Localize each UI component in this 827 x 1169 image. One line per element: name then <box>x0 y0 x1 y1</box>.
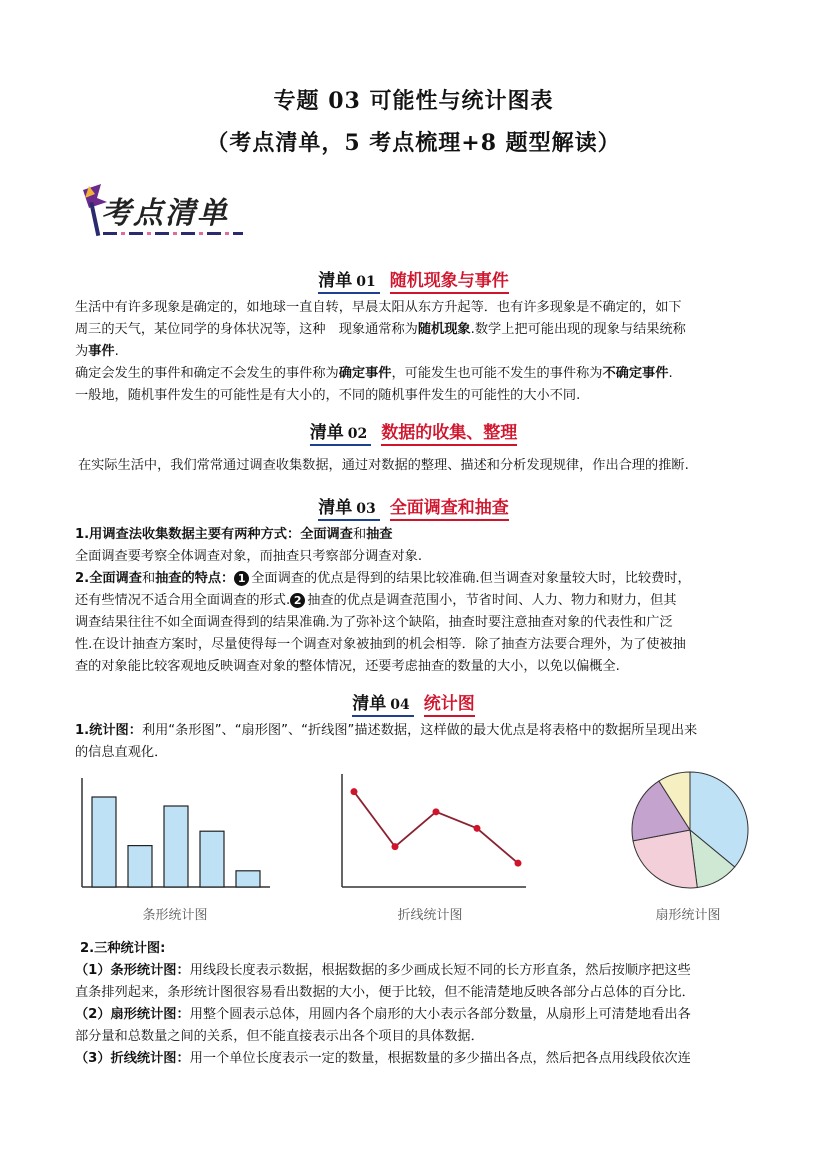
bar-chart <box>70 770 280 895</box>
paragraph-line: 部分量和总数量之间的关系，但不能直接表示出各个项目的具体数据． <box>75 1029 484 1044</box>
section-heading-03: 清单 03 全面调查和抽查 <box>0 493 827 518</box>
bar-chart-caption: 条形统计图 <box>142 908 208 923</box>
paragraph-line: 全面调查要考察全体调查对象，而抽查只考察部分调查对象. <box>75 549 423 564</box>
line-point <box>474 825 481 832</box>
bar <box>236 871 260 887</box>
paragraph-line: 性.在设计抽查方案时，尽量使得每一个调查对象被抽到的机会相等．除了抽查方法要合理外，为了使被抽 <box>75 637 686 652</box>
bar <box>128 846 152 887</box>
bar <box>200 831 224 887</box>
line-point <box>433 808 440 815</box>
paragraph-line: 周三的天气，某位同学的身体状况等，这种 现象通常称为随机现象.数学上把可能出现的现象与结果统称 <box>75 322 686 337</box>
paragraph-line: 在实际生活中，我们常常通过调查收集数据，通过对数据的整理、描述和分析发现规律，作出合理的推断. <box>78 458 689 473</box>
line-chart <box>330 770 530 895</box>
banner-underline <box>103 232 243 235</box>
paragraph-line: 直条排列起来，条形统计图很容易看出数据的大小，便于比较，但不能清楚地反映各部分占总体的百分比． <box>75 985 695 1000</box>
line-chart-series <box>354 792 518 864</box>
pie-chart-caption: 扇形统计图 <box>655 908 721 923</box>
paragraph-line: 2.全面调查和抽查的特点： 1 全面调查的优点是得到的结果比较准确.但当调查对象量较大时，比较费时， <box>75 571 691 586</box>
section-heading-01: 清单 01 随机现象与事件 <box>0 266 827 291</box>
paragraph-line: 查的对象能比较客观地反映调查对象的整体情况，还要考虑抽查的数量的大小，以免以偏概全. <box>75 659 620 674</box>
bar <box>92 797 116 887</box>
bar <box>164 806 188 887</box>
line-point <box>515 860 522 867</box>
paragraph-line: 一般地，随机事件发生的可能性是有大小的，不同的随机事件发生的可能性的大小不同. <box>75 388 581 403</box>
paragraph-line: 1.用调查法收集数据主要有两种方式：全面调查和抽查 <box>75 527 393 542</box>
paragraph-line: 为事件. <box>75 344 119 359</box>
paragraph-line: （2）扇形统计图：用整个圆表示总体，用圆内各个扇形的大小表示各部分数量，从扇形上可清楚地看出各 <box>75 1007 691 1022</box>
banner-text: 考点清单 <box>101 196 229 231</box>
page-subtitle: （考点清单，5 考点梳理+8 题型解读） <box>206 130 621 156</box>
paragraph-line: 生活中有许多现象是确定的，如地球一直自转，早晨太阳从东方升起等．也有许多现象是不确定的，如下 <box>75 300 682 315</box>
line-chart-caption: 折线统计图 <box>397 908 463 923</box>
paragraph-line: （1）条形统计图：用线段长度表示数据，根据数据的多少画成长短不同的长方形直条，然后按顺序把这些 <box>75 963 691 978</box>
line-point <box>351 788 358 795</box>
paragraph-line: 调查结果往往不如全面调查得到的结果准确.为了弥补这个缺陷，抽查时要注意抽查对象的代表性和广泛 <box>75 615 673 630</box>
section-heading-02: 清单 02 数据的收集、整理 <box>0 418 827 443</box>
paragraph-line: 的信息直观化． <box>75 745 168 760</box>
banner <box>75 180 245 242</box>
paragraph-line: 1.统计图：利用“条形图”、“扇形图”、“折线图”描述数据，这样做的最大优点是将表格中的数据所呈现出来 <box>75 723 698 738</box>
paragraph-line: （3）折线统计图：用一个单位长度表示一定的数量，根据数量的多少描出各点，然后把各点用线段依次连 <box>75 1051 691 1066</box>
paragraph-line: 还有些情况不适合用全面调查的形式. 2 抽查的优点是调查范围小，节省时间、人力、物力和财力，但其 <box>75 593 677 608</box>
paragraph-line: 确定会发生的事件和确定不会发生的事件称为确定事件，可能发生也可能不发生的事件称为不确定事件. <box>75 366 673 381</box>
paragraph-line: 2.三种统计图: <box>80 941 166 956</box>
section-heading-04: 清单 04 统计图 <box>0 689 827 714</box>
line-point <box>392 843 399 850</box>
page-title: 专题 03 可能性与统计图表 <box>273 88 554 114</box>
pie-chart <box>625 765 755 895</box>
